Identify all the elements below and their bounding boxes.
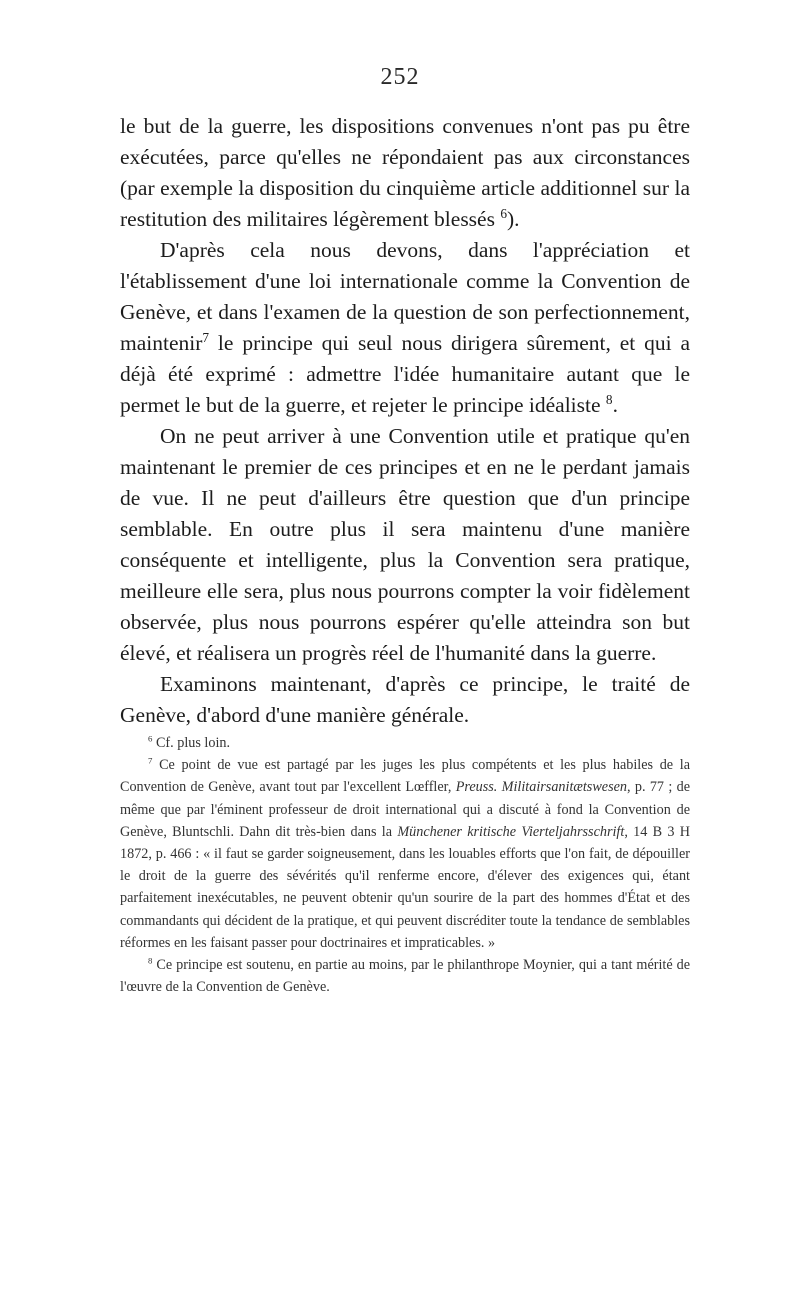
footnote-text: Ce principe est soutenu, en partie au moins, par le philanthrope Moynier, qui a tant mérité de l'œuvre de la Convention de Genève. [120, 957, 690, 996]
footnote-6 [120, 732, 690, 754]
paragraph-text: Examinons maintenant, d'après ce principe, le traité de Genève, d'abord d'une manière générale. [120, 672, 690, 727]
footnote-text: Ce point de vue est partagé par les juges les plus compétents et les plus habiles de la Convention de Genève, avant tout par l'excellent Lœffler, [120, 757, 690, 796]
paragraph-3 [120, 421, 690, 669]
footnote-8 [120, 954, 690, 998]
footnote-ref-7[interactable]: 7 [202, 329, 210, 345]
footnote-mark: 7 [148, 755, 153, 766]
paragraph-text: le principe qui seul nous dirigera sûrement, et qui a déjà été exprimé : admettre l'idée humanitaire autant que le permet le but de la guerre, et rejeter le principe idéaliste [120, 331, 690, 417]
paragraph-1 [120, 111, 690, 235]
page-number: 252 [380, 64, 420, 90]
footnote-mark: 6 [148, 733, 153, 744]
footnote-7 [120, 754, 690, 954]
footnote-ref-8[interactable]: 8 [605, 391, 613, 407]
paragraph-text: le but de la guerre, les dispositions convenues n'ont pas pu être exécutées, parce qu'elles ne répondaient pas aux circonstances (par exemple la disposition du cinquième article additionnel sur la restitution des militaires légèrement blessés [120, 114, 690, 231]
main-text [120, 111, 690, 731]
footnote-mark: 8 [148, 955, 153, 966]
footnote-ref-6[interactable]: 6 [500, 205, 508, 221]
footnote-text: , p. 77 ; de même que par l'éminent professeur de droit international qui a discuté à fond la Convention de Genève, Bluntschli. Dahn dit très-bien dans la [120, 779, 690, 840]
paragraph-2 [120, 235, 690, 421]
paragraph-text: On ne peut arriver à une Convention utile et pratique qu'en maintenant le premier de ces principes et en ne le perdant jamais de vue. Il ne peut d'ailleurs être question que d'un principe semblable. En outre plus il sera maintenu d'une manière conséquente et intelligente, plus la Convention sera pratique, meilleure elle sera, plus nous pourrons compter la voir fidèlement observée, plus nous pourrons espérer qu'elle atteindra son but élevé, et réalisera un progrès réel de l'humanité dans la guerre. [120, 424, 690, 665]
paragraph-text: D'après cela nous devons, dans l'appréciation et l'établissement d'une loi internationale comme la Convention de Genève, et dans l'examen de la question de son perfectionnement, maintenir [120, 238, 690, 355]
footnote-text: , 14 B 3 H 1872, p. 466 : « il faut se garder soigneusement, dans les louables efforts que l'on fait, de dépouiller le droit de la guerre des sévérités qu'il renferme encore, d'élever des exigences qui, étant parfaitement inexécutables, ne peuvent obtenir qu'un sourire de la part des hommes d'État et des commandants qui décident de la pratique, et qui peuvent discréditer toute la tendance de semblables réformes en les faisant passer pour doctrinaires et impraticables. » [120, 823, 690, 951]
paragraph-text: ). [507, 207, 520, 231]
footnotes [120, 732, 690, 998]
footnote-text: Cf. plus loin. [155, 735, 231, 751]
cited-journal-title: Münchener kritische Vierteljahrsschrift [397, 823, 625, 840]
paragraph-text: . [612, 393, 618, 417]
paragraph-4 [120, 669, 690, 731]
cited-work-title: Preuss. Militairsanitætswesen [455, 779, 627, 796]
